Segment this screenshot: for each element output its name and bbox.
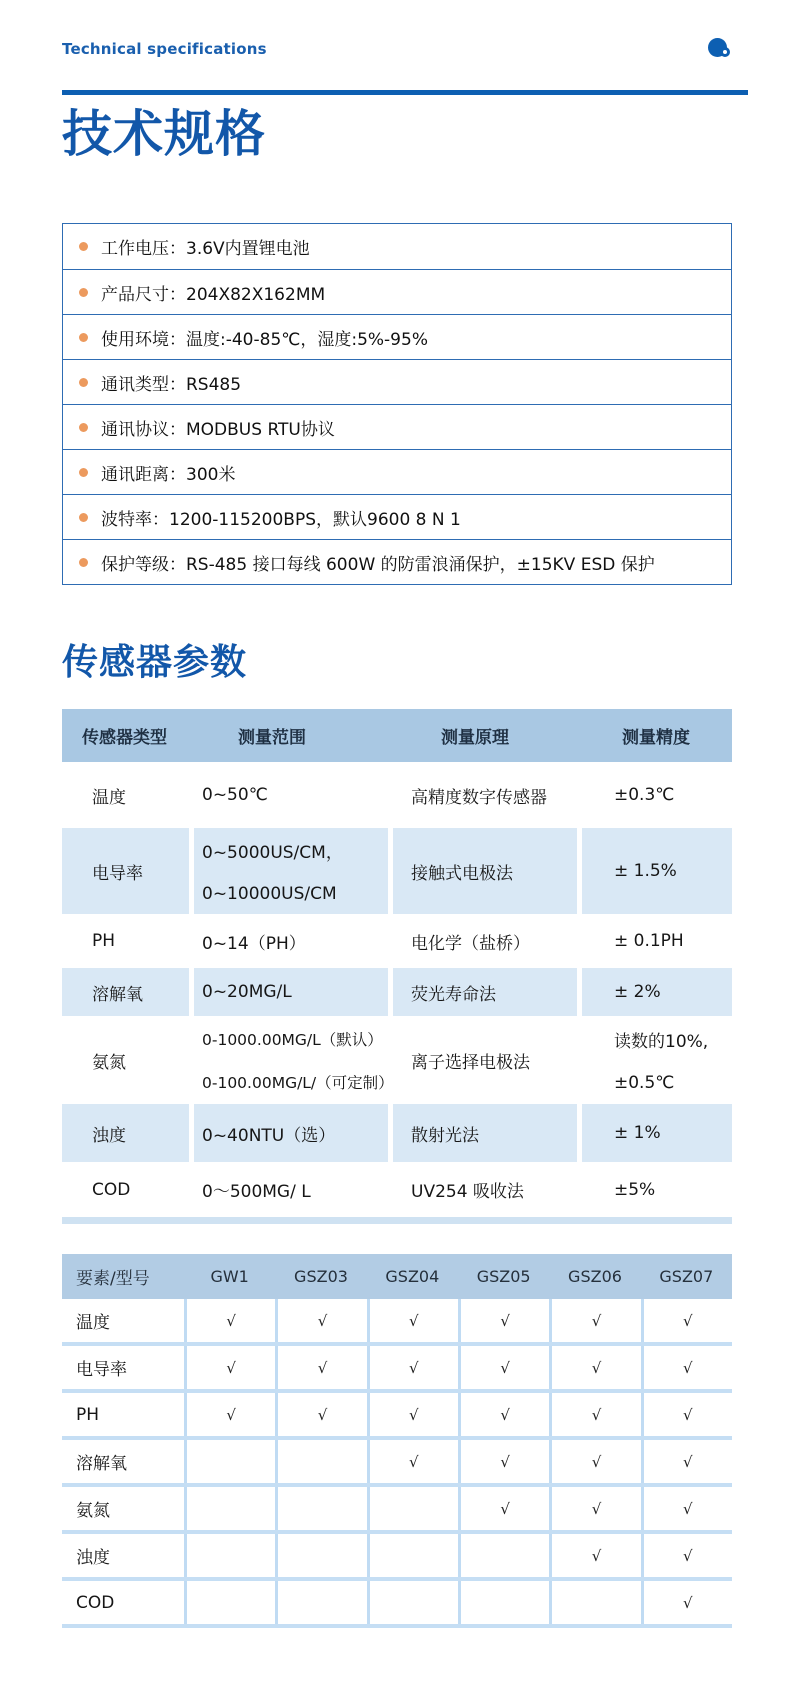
accuracy-cell: ± 0.1PH — [614, 931, 684, 951]
outline-circle-icon — [720, 47, 730, 57]
column-header: GSZ03 — [294, 1267, 348, 1286]
two-circles-icon — [706, 38, 742, 66]
check-cell: √ — [367, 1346, 458, 1389]
accuracy-cell: ± 1.5% — [582, 828, 732, 914]
spec-text: 通讯协议：MODBUS RTU协议 — [101, 419, 335, 440]
check-cell: √ — [549, 1393, 640, 1436]
sensor-type-cell: 溶解氧 — [62, 968, 194, 1016]
check-cell: √ — [549, 1487, 640, 1530]
accuracy-cell: ±0.3℃ — [614, 785, 675, 805]
bullet-icon — [79, 468, 88, 477]
check-cell: √ — [458, 1487, 549, 1530]
row-label: 氨氮 — [76, 1501, 110, 1521]
range-cell: 0~20MG/L — [194, 968, 393, 1016]
spec-row — [63, 224, 731, 269]
sensor-type-cell: 浊度 — [62, 1104, 194, 1162]
sensor-params-title: 传感器参数 — [62, 642, 248, 683]
accuracy-cell: ± 2% — [582, 968, 732, 1016]
bullet-icon — [79, 558, 88, 567]
spec-row — [63, 269, 731, 314]
blue-divider — [62, 90, 748, 95]
sensor-type-cell: 氨氮 — [92, 1052, 126, 1073]
check-cell: √ — [275, 1299, 366, 1342]
table-footer-bar — [62, 1217, 732, 1224]
check-cell: √ — [549, 1346, 640, 1389]
column-header: 测量范围 — [238, 728, 306, 748]
sensor-type-cell: PH — [92, 931, 116, 951]
sensor-type-cell: COD — [92, 1179, 131, 1200]
accuracy-cell: 读数的10%, ±0.5℃ — [614, 1032, 709, 1093]
row-label: 电导率 — [76, 1360, 127, 1380]
check-cell: √ — [458, 1346, 549, 1389]
check-cell — [184, 1534, 275, 1577]
check-cell — [184, 1487, 275, 1530]
check-cell — [367, 1534, 458, 1577]
range-cell: 0~5000US/CM， 0~10000US/CM — [194, 828, 393, 914]
spec-row — [63, 404, 731, 449]
table-row — [62, 968, 732, 1016]
table-row — [62, 1440, 732, 1487]
table-row — [62, 1016, 732, 1104]
spec-row — [63, 314, 731, 359]
check-cell: √ — [458, 1299, 549, 1342]
page-title: 技术规格 — [62, 105, 266, 163]
row-label: 浊度 — [76, 1548, 110, 1568]
check-cell — [275, 1534, 366, 1577]
column-header: GW1 — [210, 1267, 249, 1286]
check-cell: √ — [641, 1299, 732, 1342]
column-header: GSZ06 — [568, 1267, 622, 1286]
range-cell: 0-1000.00MG/L（默认） 0-100.00MG/L/（可定制） — [202, 1030, 394, 1092]
spec-row — [63, 494, 731, 539]
eyebrow-text: Technical specifications — [62, 40, 267, 58]
spec-text: 产品尺寸：204X82X162MM — [101, 284, 326, 305]
column-header: GSZ04 — [385, 1267, 440, 1286]
check-cell: √ — [275, 1393, 366, 1436]
check-cell: √ — [549, 1534, 640, 1577]
check-cell: √ — [641, 1534, 732, 1577]
table-row — [62, 828, 732, 914]
spec-row — [63, 449, 731, 494]
sensor-type-cell: 电导率 — [62, 828, 194, 914]
table-row — [62, 1393, 732, 1440]
check-cell: √ — [641, 1581, 732, 1624]
range-cell: 0~14（PH） — [202, 933, 306, 954]
row-label: COD — [76, 1592, 115, 1613]
check-cell: √ — [275, 1346, 366, 1389]
principle-cell: 高精度数字传感器 — [411, 787, 547, 808]
principle-cell: 接触式电极法 — [393, 828, 582, 914]
check-cell: √ — [641, 1487, 732, 1530]
bottom-whitespace — [62, 1628, 732, 1654]
table-header-row — [62, 1254, 732, 1299]
check-cell — [184, 1581, 275, 1624]
spec-text: 通讯距离：300米 — [101, 464, 236, 485]
spec-list — [62, 223, 732, 585]
check-cell: √ — [184, 1393, 275, 1436]
accuracy-cell: ±5% — [614, 1179, 656, 1200]
bullet-icon — [79, 378, 88, 387]
bullet-icon — [79, 333, 88, 342]
spec-text: 工作电压：3.6V内置锂电池 — [101, 239, 310, 259]
check-cell: √ — [458, 1440, 549, 1483]
column-header: 测量精度 — [622, 728, 690, 748]
table-row — [62, 1104, 732, 1162]
check-cell: √ — [367, 1440, 458, 1483]
spec-text: 通讯类型：RS485 — [101, 374, 242, 395]
check-cell: √ — [184, 1346, 275, 1389]
check-cell: √ — [367, 1299, 458, 1342]
sensor-parameter-table — [62, 709, 732, 1224]
column-header: 传感器类型 — [82, 728, 167, 748]
model-matrix-table — [62, 1254, 732, 1628]
sensor-type-cell: 温度 — [92, 787, 126, 808]
row-label: 温度 — [76, 1313, 110, 1333]
spec-text: 使用环境：温度:-40-85℃，湿度:5%-95% — [101, 329, 428, 350]
check-cell — [184, 1440, 275, 1483]
check-cell: √ — [549, 1299, 640, 1342]
spec-text: 波特率：1200-115200BPS，默认9600 8 N 1 — [101, 509, 461, 530]
spec-row — [63, 359, 731, 404]
range-cell: 0~40NTU（选） — [194, 1104, 393, 1162]
table-row — [62, 1162, 732, 1217]
check-cell — [275, 1581, 366, 1624]
table-row — [62, 1487, 732, 1534]
bullet-icon — [79, 288, 88, 297]
check-cell: √ — [641, 1440, 732, 1483]
range-cell: 0～500MG/ L — [202, 1182, 311, 1202]
check-cell — [458, 1534, 549, 1577]
bullet-icon — [79, 513, 88, 522]
check-cell — [367, 1487, 458, 1530]
table-row — [62, 1581, 732, 1628]
column-header: GSZ07 — [659, 1267, 714, 1286]
principle-cell: 荧光寿命法 — [393, 968, 582, 1016]
principle-cell: 离子选择电极法 — [411, 1052, 530, 1073]
row-label: 溶解氧 — [76, 1454, 127, 1474]
spec-text: 保护等级：RS-485 接口每线 600W 的防雷浪涌保护，±15KV ESD 保护 — [101, 554, 655, 575]
column-header: 要素/型号 — [76, 1269, 150, 1289]
check-cell: √ — [641, 1346, 732, 1389]
column-header: 测量原理 — [441, 728, 509, 748]
table-row — [62, 1534, 732, 1581]
check-cell: √ — [184, 1299, 275, 1342]
table-row — [62, 1346, 732, 1393]
check-cell: √ — [367, 1393, 458, 1436]
top-bar — [62, 0, 732, 66]
check-cell — [458, 1581, 549, 1624]
check-cell: √ — [641, 1393, 732, 1436]
table-row — [62, 1299, 732, 1346]
bullet-icon — [79, 423, 88, 432]
column-header: GSZ05 — [476, 1267, 531, 1286]
table-row — [62, 914, 732, 968]
check-cell — [275, 1440, 366, 1483]
check-cell: √ — [549, 1440, 640, 1483]
table-row — [62, 762, 732, 828]
range-cell: 0~50℃ — [202, 785, 268, 805]
bullet-icon — [79, 242, 88, 251]
check-cell — [275, 1487, 366, 1530]
principle-cell: 散射光法 — [393, 1104, 582, 1162]
check-cell — [549, 1581, 640, 1624]
table-header-row — [62, 709, 732, 762]
spec-row — [63, 539, 731, 584]
check-cell — [367, 1581, 458, 1624]
accuracy-cell: ± 1% — [582, 1104, 732, 1162]
principle-cell: UV254 吸收法 — [411, 1182, 524, 1202]
check-cell: √ — [458, 1393, 549, 1436]
principle-cell: 电化学（盐桥） — [411, 933, 530, 954]
row-label: PH — [76, 1404, 100, 1425]
